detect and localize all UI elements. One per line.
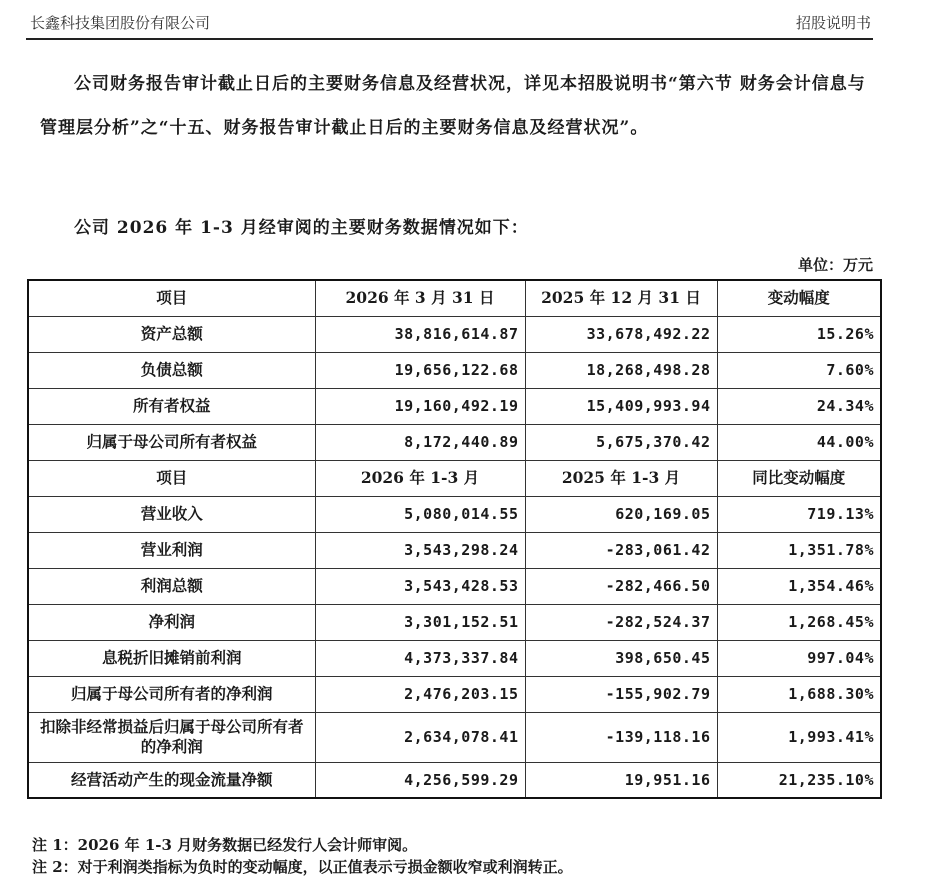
note-2: 注 2：对于利润类指标为负时的变动幅度，以正值表示亏损金额收窄或利润转正。 (32, 858, 573, 876)
note-1: 注 1：2026 年 1-3 月财务数据已经发行人会计师审阅。 (32, 836, 418, 854)
cell-value: 1,688.30% (717, 676, 881, 712)
cell-value: 2,476,203.15 (315, 676, 525, 712)
row-label: 利润总额 (28, 568, 315, 604)
cell-value: 3,301,152.51 (315, 604, 525, 640)
column-header: 2026 年 1-3 月 (315, 460, 525, 496)
cell-value: 44.00% (717, 424, 881, 460)
cell-value: 24.34% (717, 388, 881, 424)
table-header-row (28, 460, 881, 496)
intro-paragraph: 公司财务报告审计截止日后的主要财务信息及经营状况，详见本招股说明书“第六节 财务会计信息与管理层分析”之“十五、财务报告审计截止日后的主要财务信息及经营状况”。 (40, 74, 866, 138)
cell-value: 15,409,993.94 (525, 388, 717, 424)
column-header: 项目 (28, 280, 315, 316)
cell-value: 38,816,614.87 (315, 316, 525, 352)
cell-value: 620,169.05 (525, 496, 717, 532)
cell-value: -155,902.79 (525, 676, 717, 712)
row-label: 净利润 (28, 604, 315, 640)
cell-value: 5,675,370.42 (525, 424, 717, 460)
company-name: 长鑫科技集团股份有限公司 (30, 14, 211, 32)
cell-value: 21,235.10% (717, 762, 881, 798)
row-label: 负债总额 (28, 352, 315, 388)
cell-value: 7.60% (717, 352, 881, 388)
cell-value: 3,543,428.53 (315, 568, 525, 604)
table-row (28, 316, 881, 352)
table-row (28, 388, 881, 424)
table-row (28, 640, 881, 676)
row-label: 归属于母公司所有者的净利润 (28, 676, 315, 712)
document-title: 招股说明书 (795, 14, 871, 32)
row-label: 营业收入 (28, 496, 315, 532)
cell-value: 18,268,498.28 (525, 352, 717, 388)
cell-value: 398,650.45 (525, 640, 717, 676)
cell-value: 1,351.78% (717, 532, 881, 568)
table-row (28, 496, 881, 532)
financial-table (27, 279, 882, 799)
table-header-row (28, 280, 881, 316)
table-row (28, 532, 881, 568)
column-header: 项目 (28, 460, 315, 496)
cell-value: 997.04% (717, 640, 881, 676)
table-row (28, 712, 881, 762)
cell-value: -283,061.42 (525, 532, 717, 568)
column-header: 变动幅度 (717, 280, 881, 316)
cell-value: 8,172,440.89 (315, 424, 525, 460)
cell-value: -139,118.16 (525, 712, 717, 762)
cell-value: 19,160,492.19 (315, 388, 525, 424)
row-label: 经营活动产生的现金流量净额 (28, 762, 315, 798)
unit-label: 单位：万元 (797, 256, 873, 274)
table-row (28, 352, 881, 388)
cell-value: 1,993.41% (717, 712, 881, 762)
page-header (26, 6, 873, 40)
table-row (28, 604, 881, 640)
table-row (28, 424, 881, 460)
cell-value: 5,080,014.55 (315, 496, 525, 532)
table-row (28, 676, 881, 712)
cell-value: -282,466.50 (525, 568, 717, 604)
table-row (28, 568, 881, 604)
data-intro-paragraph: 公司 2026 年 1-3 月经审阅的主要财务数据情况如下： (74, 218, 529, 238)
cell-value: 4,256,599.29 (315, 762, 525, 798)
cell-value: 1,354.46% (717, 568, 881, 604)
table-row (28, 762, 881, 798)
cell-value: 2,634,078.41 (315, 712, 525, 762)
column-header: 2025 年 1-3 月 (525, 460, 717, 496)
cell-value: 15.26% (717, 316, 881, 352)
row-label: 扣除非经常损益后归属于母公司所有者的净利润 (28, 712, 315, 762)
cell-value: 719.13% (717, 496, 881, 532)
column-header: 同比变动幅度 (717, 460, 881, 496)
cell-value: 4,373,337.84 (315, 640, 525, 676)
cell-value: 3,543,298.24 (315, 532, 525, 568)
row-label: 资产总额 (28, 316, 315, 352)
row-label: 归属于母公司所有者权益 (28, 424, 315, 460)
cell-value: 33,678,492.22 (525, 316, 717, 352)
row-label: 营业利润 (28, 532, 315, 568)
cell-value: -282,524.37 (525, 604, 717, 640)
notes (32, 834, 573, 878)
cell-value: 19,656,122.68 (315, 352, 525, 388)
row-label: 所有者权益 (28, 388, 315, 424)
cell-value: 1,268.45% (717, 604, 881, 640)
column-header: 2025 年 12 月 31 日 (525, 280, 717, 316)
column-header: 2026 年 3 月 31 日 (315, 280, 525, 316)
cell-value: 19,951.16 (525, 762, 717, 798)
row-label: 息税折旧摊销前利润 (28, 640, 315, 676)
